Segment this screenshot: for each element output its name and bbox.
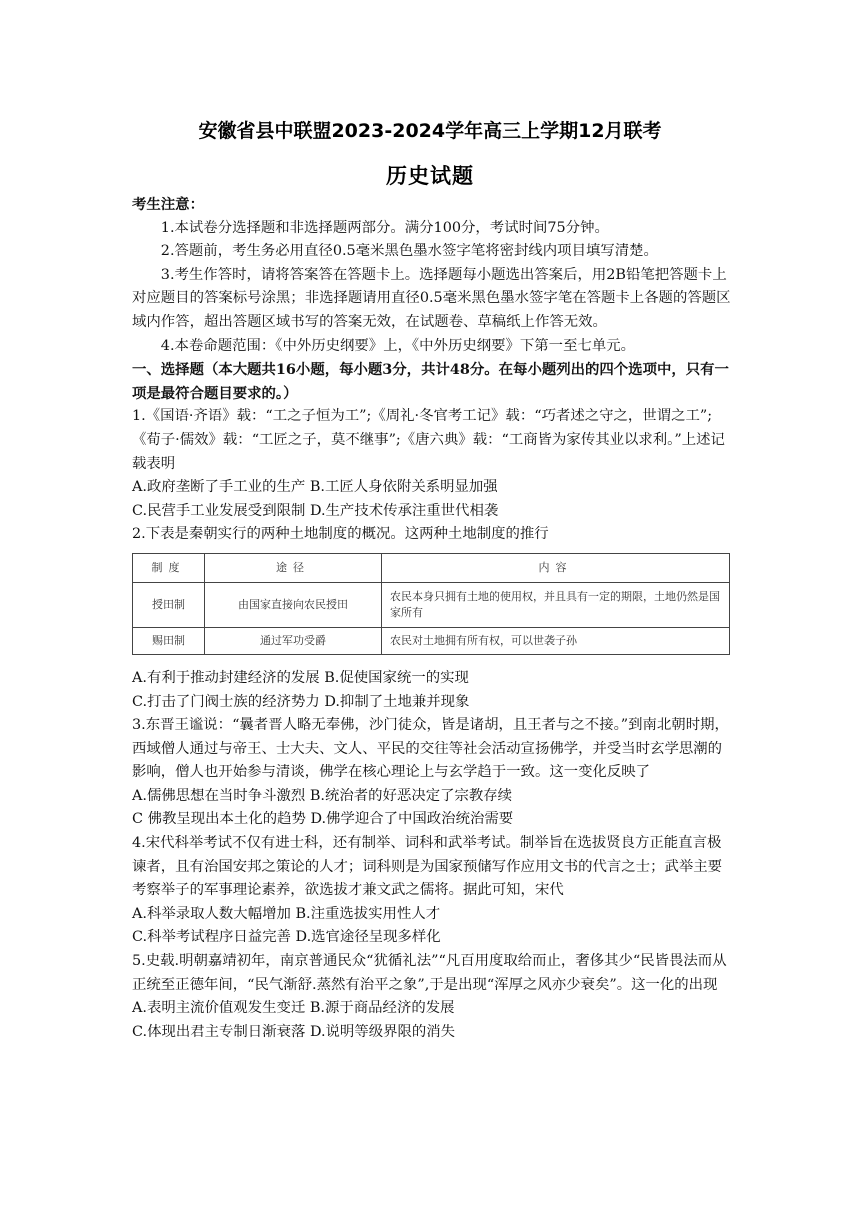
exam-title: 安徽省县中联盟2023-2024学年高三上学期12月联考 bbox=[198, 120, 662, 142]
notice-heading: 考生注意： bbox=[132, 196, 204, 213]
notice-item-2: 2.答题前，考生务必用直径0.5毫米黑色墨水签字笔将密封线内项目填写清楚。 bbox=[160, 243, 658, 260]
table-header-system: 制度 bbox=[133, 553, 205, 582]
table-header-content: 内容 bbox=[382, 553, 730, 582]
exam-subject: 历史试题 bbox=[386, 164, 474, 188]
table-row bbox=[133, 582, 730, 627]
question-4-stem: 4.宋代科举考试不仅有进士科，还有制举、词科和武举考试。制举旨在选拔贤良方正能直言极谏者，且有治国安邦之策论的人才；词科则是为国家预储写作应用文书的代言之士；武举主要考察举子的军事理论素养，欲选拔才兼文武之儒将。据此可知，宋代 bbox=[132, 835, 723, 899]
notice-item-4: 4.本卷命题范围：《中外历史纲要》上，《中外历史纲要》下第一至七单元。 bbox=[160, 337, 636, 354]
question-5-options-ab: A.表明主流价值观发生变迁 B.源于商品经济的发展 bbox=[132, 1000, 455, 1017]
question-5-options-cd: C.体现出君主专制日渐衰落 D.说明等级界限的消失 bbox=[132, 1023, 456, 1040]
exam-body bbox=[132, 193, 732, 1044]
question-1-options-cd: C.民营手工业发展受到限制 D.生产技术传承注重世代相袭 bbox=[132, 502, 499, 519]
table-cell: 由国家直接向农民授田 bbox=[205, 582, 382, 627]
question-4-options-cd: C.科举考试程序日益完善 D.选官途径呈现多样化 bbox=[132, 929, 441, 946]
notice-item-3: 3.考生作答时，请将答案答在答题卡上。选择题每小题选出答案后，用2B铅笔把答题卡上对应题目的答案标号涂黑；非选择题请用直径0.5毫米黑色墨水签字笔在答题卡上各题的答题区域内作答，超出答题区域书写的答案无效，在试题卷、草稿纸上作答无效。 bbox=[132, 266, 731, 330]
section-heading: 一、选择题（本大题共16小题，每小题3分，共计48分。在每小题列出的四个选项中，只有一项是最符合题目要求的。） bbox=[132, 361, 729, 402]
question-2-options-cd: C.打击了门阀士族的经济势力 D.抑制了土地兼并现象 bbox=[132, 693, 470, 710]
table-cell: 赐田制 bbox=[133, 627, 205, 654]
question-1-stem: 1.《国语·齐语》载：“工之子恒为工”;《周礼·冬官考工记》载：“巧者述之守之，世谓之工”;《荀子·儒效》载：“工匠之子，莫不继事”;《唐六典》载：“工商皆为家传其业以求利。”上述记载表明 bbox=[132, 408, 725, 472]
land-system-table bbox=[132, 553, 730, 655]
table-header-row bbox=[133, 553, 730, 582]
table-cell: 授田制 bbox=[133, 582, 205, 627]
table-header-approach: 途径 bbox=[205, 553, 382, 582]
question-2-options-ab: A.有利于推动封建经济的发展 B.促使国家统一的实现 bbox=[132, 669, 469, 686]
table-cell: 农民对土地拥有所有权，可以世袭子孙 bbox=[382, 627, 730, 654]
question-1-options-ab: A.政府垄断了手工业的生产 B.工匠人身依附关系明显加强 bbox=[132, 479, 498, 496]
question-3-options-ab: A.儒佛思想在当时争斗激烈 B.统治者的好恶决定了宗教存续 bbox=[132, 787, 513, 804]
question-2-stem: 2.下表是秦朝实行的两种土地制度的概况。这两种土地制度的推行 bbox=[132, 526, 549, 543]
question-5-stem: 5.史载.明朝嘉靖初年，南京普通民众“犹循礼法”“凡百用度取给而止，奢侈其少“民皆畏法而从正统至正德年间，“民气渐舒.蒸然有治平之象”,于是出现“浑厚之风亦少衰矣”。这一化的出现 bbox=[132, 953, 727, 993]
question-3-stem: 3.东晋王谧说：“曩者晋人略无奉佛，沙门徒众，皆是诸胡，且王者与之不接。”到南北朝时期，西域僧人通过与帝王、士大夫、文人、平民的交往等社会活动宣扬佛学，并受当时玄学思潮的影响，僧人也开始参与清谈，佛学在核心理论上与玄学趋于一致。这一变化反映了 bbox=[132, 717, 729, 781]
question-4-options-ab: A.科举录取人数大幅增加 B.注重选拔实用性人才 bbox=[132, 905, 441, 922]
table-cell: 通过军功受爵 bbox=[205, 627, 382, 654]
notice-item-1: 1.本试卷分选择题和非选择题两部分。满分100分，考试时间75分钟。 bbox=[160, 219, 609, 236]
table-row bbox=[133, 627, 730, 654]
table-cell: 农民本身只拥有土地的使用权，并且具有一定的期限，土地仍然是国家所有 bbox=[382, 582, 730, 627]
question-3-options-cd: C 佛教呈现出本土化的趋势 D.佛学迎合了中国政治统治需要 bbox=[132, 811, 514, 828]
